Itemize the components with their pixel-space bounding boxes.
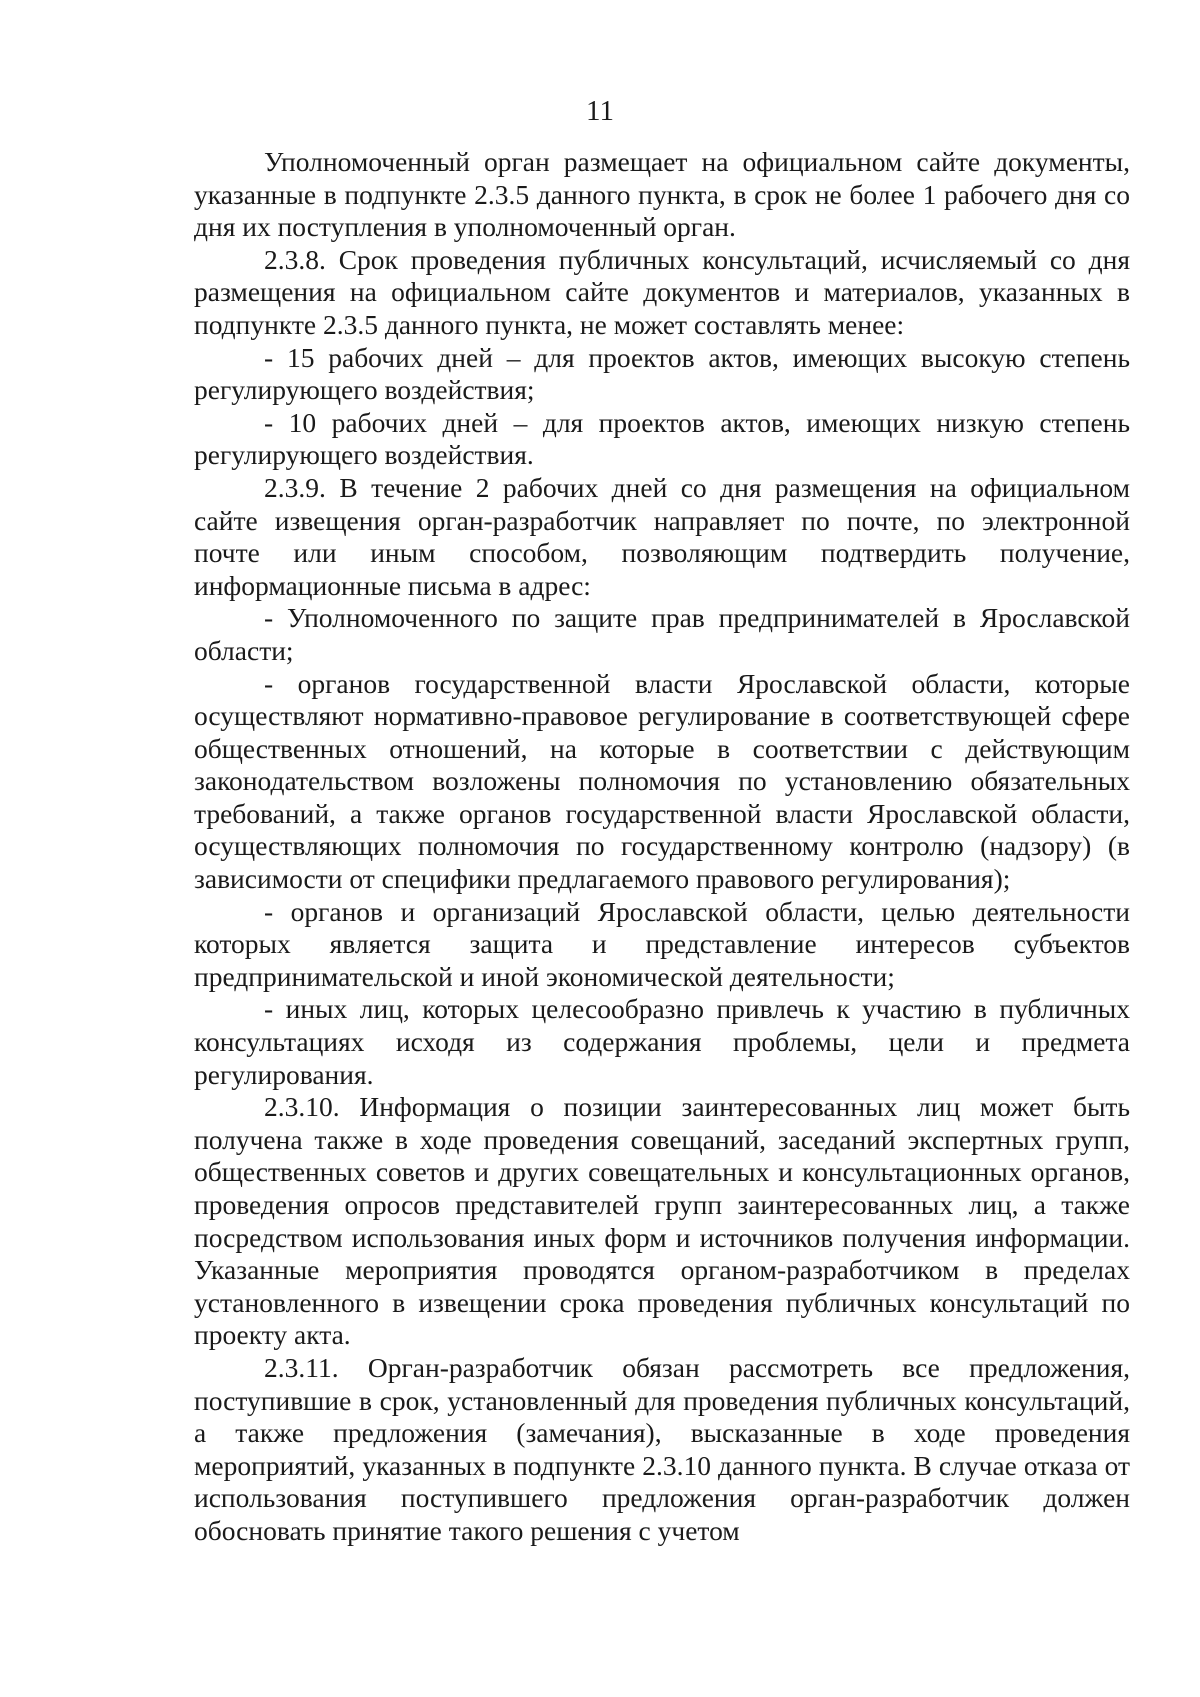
list-item-other-persons: - иных лиц, которых целесообразно привлечь к участию в публичных консультациях исходя из содержания проблемы, цели и предмета регулирования. (194, 993, 1130, 1090)
paragraph-2-3-11: 2.3.11. Орган-разработчик обязан рассмотреть все предложения, поступившие в срок, установленный для проведения публичных консультаций, а также предложения (замечания), высказанные в ходе проведения мероприятий, указанных в подпункте 2.3.10 данного пункта. В случае отказа от использования поступившего предложения орган-разработчик должен обосновать принятие такого решения с учетом (194, 1351, 1130, 1546)
list-item-ombudsman: - Уполномоченного по защите прав предпринимателей в Ярославской области; (194, 602, 1130, 666)
paragraph-2-3-9: 2.3.9. В течение 2 рабочих дней со дня размещения на официальном сайте извещения орган-разработчик направляет по почте, по электронной почте или иным способом, позволяющим подтвердить получение, информационные письма в адрес: (194, 471, 1130, 601)
list-item-15-days: - 15 рабочих дней – для проектов актов, имеющих высокую степень регулирующего воздействия; (194, 341, 1130, 406)
paragraph-2-3-10: 2.3.10. Информация о позиции заинтересованных лиц может быть получена также в ходе проведения совещаний, заседаний экспертных групп, общественных советов и других совещательных и консультационных органов, проведения опросов представителей групп заинтересованных лиц, а также посредством использования иных форм и источников получения информации. Указанные мероприятия проводятся органом-разработчиком в пределах установленного в извещении срока проведения публичных консультаций по проекту акта. (194, 1091, 1130, 1351)
list-item-organizations: - органов и организаций Ярославской области, целью деятельности которых является защита и представление интересов субъектов предпринимательской и иной экономической деятельности; (194, 895, 1130, 992)
paragraph-authorized-body-posting: Уполномоченный орган размещает на официальном сайте документы, указанные в подпункте 2.3.5 данного пункта, в срок не более 1 рабочего дня со дня их поступления в уполномоченный орган. (194, 146, 1130, 243)
list-item-state-authorities: - органов государственной власти Ярославской области, которые осуществляют нормативно-правовое регулирование в соответствующей сфере общественных отношений, на которые в соответствии с действующим законодательством возложены полномочия по установлению обязательных требований, а также органов государственной власти Ярославской области, осуществляющих полномочия по государственному контролю (надзору) (в зависимости от специфики предлагаемого правового регулирования); (194, 667, 1130, 895)
paragraph-2-3-8: 2.3.8. Срок проведения публичных консультаций, исчисляемый со дня размещения на официальном сайте документов и материалов, указанных в подпункте 2.3.5 данного пункта, не может составлять менее: (194, 243, 1130, 340)
page-number: 11 (586, 95, 614, 127)
document-body (194, 146, 1130, 1548)
list-item-10-days: - 10 рабочих дней – для проектов актов, имеющих низкую степень регулирующего воздействия. (194, 406, 1130, 471)
